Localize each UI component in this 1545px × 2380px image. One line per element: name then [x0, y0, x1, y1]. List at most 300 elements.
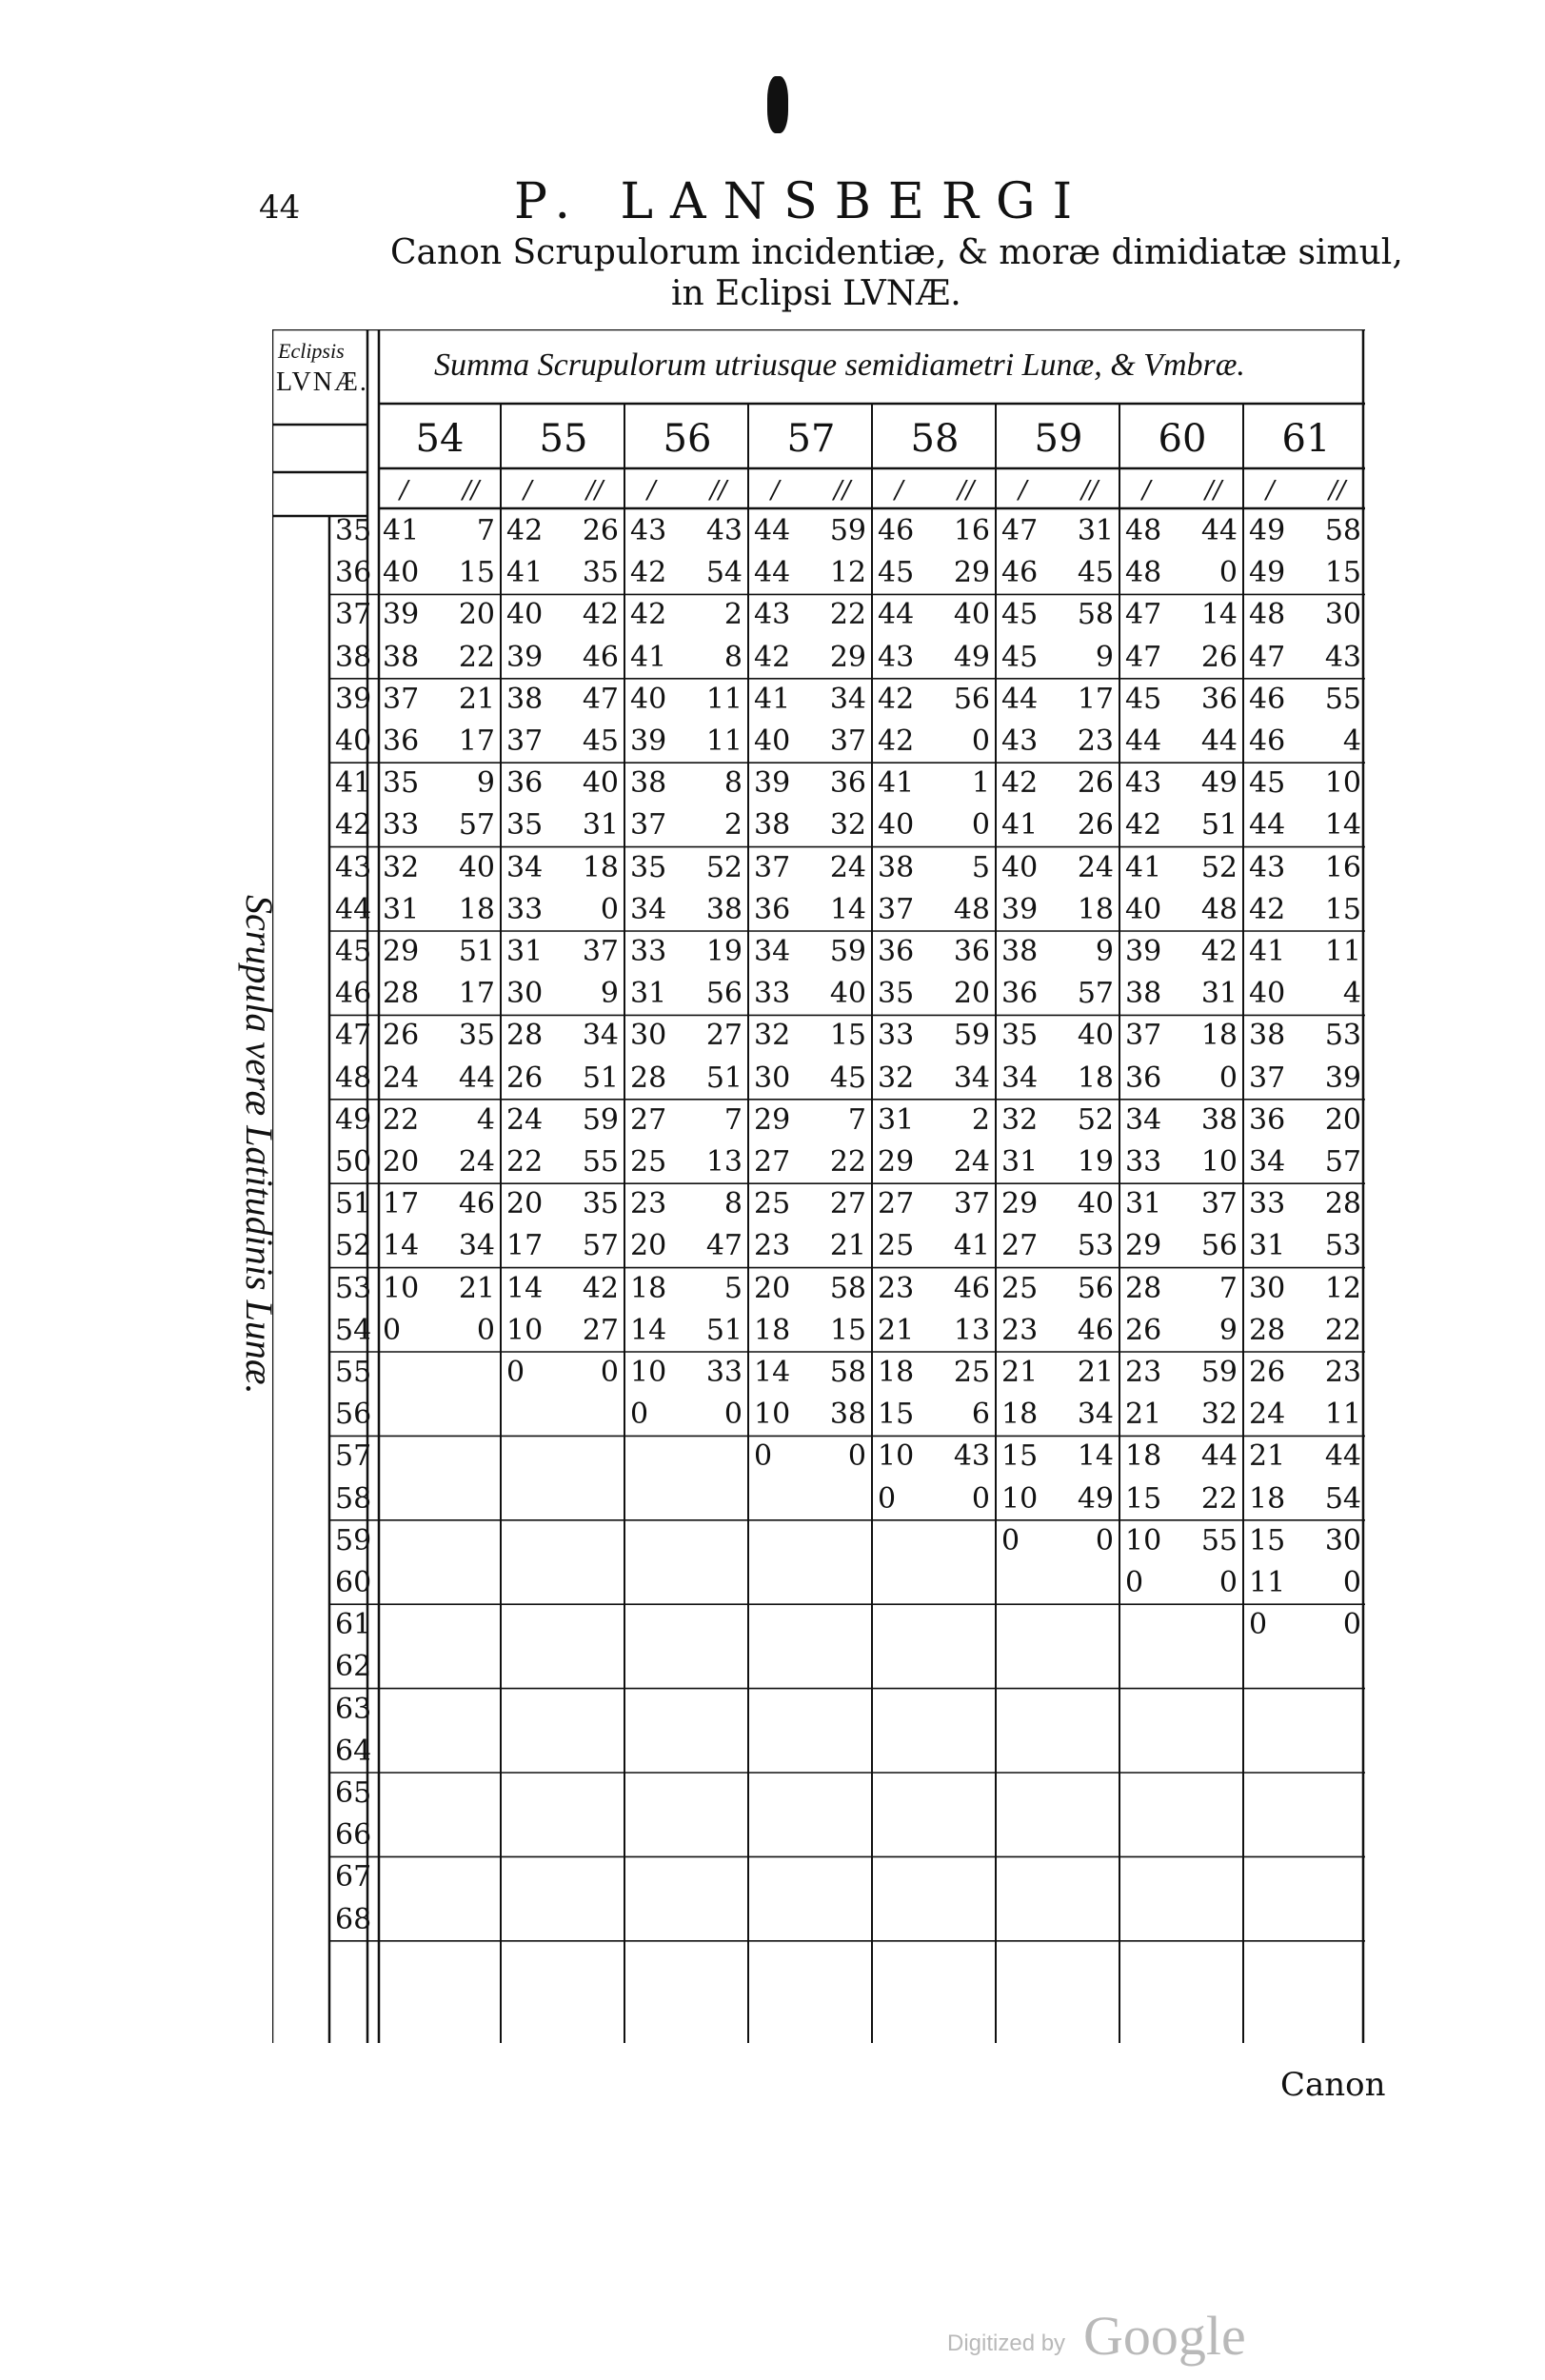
minutes-cell: 21 — [1001, 1356, 1039, 1389]
latitude-value: 66 — [335, 1818, 372, 1853]
ink-ornament — [767, 76, 788, 133]
seconds-cell: 9 — [600, 977, 619, 1011]
seconds-cell: 13 — [705, 1145, 743, 1179]
minutes-cell: 36 — [878, 935, 915, 968]
seconds-cell: 52 — [1200, 850, 1238, 884]
seconds-cell: 36 — [1200, 682, 1238, 716]
seconds-cell: 34 — [829, 682, 866, 716]
seconds-cell: 0 — [847, 1439, 866, 1474]
seconds-cell: 30 — [1324, 1523, 1361, 1557]
minutes-cell: 10 — [506, 1313, 544, 1347]
minutes-cell: 42 — [878, 724, 915, 758]
minutes-cell: 44 — [754, 556, 791, 590]
minutes-cell: 28 — [1249, 1313, 1286, 1347]
minutes-cell: 34 — [630, 892, 667, 926]
minutes-cell: 32 — [1001, 1102, 1039, 1137]
minutes-cell: 27 — [630, 1102, 667, 1137]
second-mark: // — [834, 476, 851, 505]
minutes-cell: 38 — [878, 850, 915, 884]
minutes-cell: 41 — [383, 514, 420, 547]
minutes-cell: 45 — [1125, 682, 1162, 716]
seconds-cell: 35 — [458, 1019, 495, 1053]
seconds-cell: 0 — [1218, 1061, 1238, 1095]
seconds-cell: 7 — [723, 1102, 743, 1137]
seconds-cell: 56 — [1200, 1229, 1238, 1263]
seconds-cell: 21 — [1077, 1356, 1114, 1389]
minutes-cell: 28 — [630, 1061, 667, 1095]
minutes-cell: 37 — [630, 808, 667, 843]
minutes-cell: 25 — [754, 1187, 791, 1221]
seconds-cell: 21 — [829, 1229, 866, 1263]
minute-mark: / — [1019, 476, 1027, 505]
seconds-cell: 16 — [1324, 850, 1361, 884]
minutes-cell: 36 — [1249, 1102, 1286, 1137]
seconds-cell: 44 — [1200, 724, 1238, 758]
column-header-56: 56 — [663, 417, 712, 461]
minutes-cell: 41 — [878, 766, 915, 801]
minutes-cell: 15 — [1249, 1523, 1286, 1557]
seconds-cell: 53 — [1324, 1019, 1361, 1053]
latitude-value: 51 — [335, 1187, 372, 1221]
latitude-value: 36 — [335, 556, 372, 590]
latitude-value: 55 — [335, 1356, 372, 1389]
minutes-cell: 20 — [383, 1145, 420, 1179]
minutes-cell: 39 — [1125, 935, 1162, 968]
minutes-cell: 32 — [878, 1061, 915, 1095]
minutes-cell: 45 — [1249, 766, 1286, 801]
minutes-cell: 41 — [754, 682, 791, 716]
seconds-cell: 56 — [1077, 1271, 1114, 1305]
seconds-cell: 55 — [582, 1145, 619, 1179]
minutes-cell: 23 — [878, 1271, 915, 1305]
minutes-cell: 0 — [754, 1439, 773, 1474]
minutes-cell: 37 — [506, 724, 544, 758]
latitude-value: 60 — [335, 1566, 372, 1599]
minutes-cell: 40 — [383, 556, 420, 590]
seconds-cell: 54 — [1324, 1481, 1361, 1516]
seconds-cell: 37 — [582, 935, 619, 968]
seconds-cell: 51 — [705, 1313, 743, 1347]
seconds-cell: 32 — [829, 808, 866, 843]
seconds-cell: 11 — [705, 682, 743, 716]
seconds-cell: 26 — [582, 514, 619, 547]
seconds-cell: 58 — [829, 1271, 866, 1305]
minutes-cell: 43 — [1249, 850, 1286, 884]
seconds-cell: 44 — [458, 1061, 495, 1095]
minutes-cell: 33 — [1125, 1145, 1162, 1179]
seconds-cell: 35 — [582, 556, 619, 590]
minutes-cell: 0 — [383, 1313, 402, 1347]
seconds-cell: 0 — [1095, 1523, 1114, 1557]
latitude-value: 35 — [335, 514, 372, 547]
minutes-cell: 41 — [1001, 808, 1039, 843]
seconds-cell: 31 — [1200, 977, 1238, 1011]
minutes-cell: 35 — [506, 808, 544, 843]
seconds-cell: 46 — [582, 640, 619, 674]
minutes-cell: 37 — [754, 850, 791, 884]
seconds-cell: 20 — [1324, 1102, 1361, 1137]
minutes-cell: 18 — [630, 1271, 667, 1305]
seconds-cell: 47 — [705, 1229, 743, 1263]
seconds-cell: 0 — [971, 724, 990, 758]
minutes-cell: 49 — [1249, 556, 1286, 590]
seconds-cell: 4 — [476, 1102, 495, 1137]
minutes-cell: 29 — [1125, 1229, 1162, 1263]
seconds-cell: 59 — [829, 935, 866, 968]
seconds-cell: 29 — [953, 556, 990, 590]
seconds-cell: 55 — [1200, 1523, 1238, 1557]
minutes-cell: 47 — [1125, 598, 1162, 632]
latitude-value: 37 — [335, 598, 372, 632]
seconds-cell: 40 — [953, 598, 990, 632]
minutes-cell: 39 — [383, 598, 420, 632]
seconds-cell: 15 — [829, 1019, 866, 1053]
minutes-cell: 37 — [878, 892, 915, 926]
minute-mark: / — [895, 476, 903, 505]
minute-mark: / — [524, 476, 532, 505]
seconds-cell: 2 — [723, 598, 743, 632]
seconds-cell: 25 — [953, 1356, 990, 1389]
minutes-cell: 45 — [1001, 598, 1039, 632]
seconds-cell: 35 — [582, 1187, 619, 1221]
seconds-cell: 42 — [582, 598, 619, 632]
minutes-cell: 49 — [1249, 514, 1286, 547]
minutes-cell: 20 — [506, 1187, 544, 1221]
minutes-cell: 44 — [1125, 724, 1162, 758]
seconds-cell: 31 — [582, 808, 619, 843]
seconds-cell: 18 — [1200, 1019, 1238, 1053]
seconds-cell: 52 — [1077, 1102, 1114, 1137]
minutes-cell: 40 — [630, 682, 667, 716]
minutes-cell: 14 — [383, 1229, 420, 1263]
minutes-cell: 40 — [1125, 892, 1162, 926]
minutes-cell: 46 — [1249, 724, 1286, 758]
minutes-cell: 42 — [630, 556, 667, 590]
seconds-cell: 40 — [458, 850, 495, 884]
minutes-cell: 10 — [383, 1271, 420, 1305]
minutes-cell: 26 — [1125, 1313, 1162, 1347]
seconds-cell: 7 — [476, 514, 495, 547]
seconds-cell: 2 — [723, 808, 743, 843]
seconds-cell: 24 — [1077, 850, 1114, 884]
seconds-cell: 46 — [953, 1271, 990, 1305]
seconds-cell: 43 — [705, 514, 743, 547]
catchword: Canon — [1280, 2066, 1386, 2104]
seconds-cell: 9 — [1095, 640, 1114, 674]
seconds-cell: 17 — [458, 724, 495, 758]
minute-mark: / — [1266, 476, 1275, 505]
seconds-cell: 0 — [600, 1356, 619, 1389]
seconds-cell: 57 — [1077, 977, 1114, 1011]
minutes-cell: 39 — [1001, 892, 1039, 926]
seconds-cell: 53 — [1324, 1229, 1361, 1263]
seconds-cell: 27 — [582, 1313, 619, 1347]
minutes-cell: 47 — [1001, 514, 1039, 547]
summa-heading: Summa Scrupulorum utriusque semidiametri Lunæ, & Vmbræ. — [434, 347, 1245, 383]
minutes-cell: 33 — [506, 892, 544, 926]
minutes-cell: 38 — [1001, 935, 1039, 968]
seconds-cell: 59 — [1200, 1356, 1238, 1389]
eclipsis-heading: Eclipsis — [278, 339, 345, 363]
seconds-cell: 18 — [458, 892, 495, 926]
minutes-cell: 30 — [506, 977, 544, 1011]
minutes-cell: 20 — [754, 1271, 791, 1305]
minutes-cell: 35 — [383, 766, 420, 801]
minutes-cell: 27 — [1001, 1229, 1039, 1263]
minutes-cell: 43 — [630, 514, 667, 547]
minutes-cell: 42 — [754, 640, 791, 674]
seconds-cell: 59 — [953, 1019, 990, 1053]
seconds-cell: 57 — [582, 1229, 619, 1263]
minutes-cell: 38 — [754, 808, 791, 843]
seconds-cell: 38 — [829, 1398, 866, 1432]
minutes-cell: 31 — [630, 977, 667, 1011]
seconds-cell: 45 — [829, 1061, 866, 1095]
minutes-cell: 31 — [1001, 1145, 1039, 1179]
seconds-cell: 22 — [458, 640, 495, 674]
minutes-cell: 43 — [754, 598, 791, 632]
latitude-value: 59 — [335, 1523, 372, 1557]
seconds-cell: 39 — [1324, 1061, 1361, 1095]
minutes-cell: 44 — [878, 598, 915, 632]
seconds-cell: 4 — [1342, 977, 1361, 1011]
minutes-cell: 18 — [1125, 1439, 1162, 1474]
minutes-cell: 46 — [878, 514, 915, 547]
latitude-value: 44 — [335, 892, 372, 926]
minutes-cell: 29 — [383, 935, 420, 968]
minutes-cell: 36 — [1125, 1061, 1162, 1095]
seconds-cell: 30 — [1324, 598, 1361, 632]
minute-mark: / — [771, 476, 780, 505]
latitude-value: 38 — [335, 640, 372, 674]
seconds-cell: 51 — [705, 1061, 743, 1095]
seconds-cell: 10 — [1200, 1145, 1238, 1179]
seconds-cell: 20 — [953, 977, 990, 1011]
seconds-cell: 37 — [953, 1187, 990, 1221]
minutes-cell: 37 — [1249, 1061, 1286, 1095]
seconds-cell: 18 — [1077, 1061, 1114, 1095]
minute-mark: / — [1142, 476, 1151, 505]
seconds-cell: 8 — [723, 640, 743, 674]
column-header-58: 58 — [910, 417, 960, 461]
minutes-cell: 24 — [506, 1102, 544, 1137]
seconds-cell: 17 — [1077, 682, 1114, 716]
minute-mark: / — [647, 476, 656, 505]
seconds-cell: 12 — [829, 556, 866, 590]
column-header-60: 60 — [1158, 417, 1207, 461]
latitude-value: 52 — [335, 1229, 372, 1263]
minutes-cell: 38 — [1125, 977, 1162, 1011]
seconds-cell: 9 — [1218, 1313, 1238, 1347]
minutes-cell: 48 — [1125, 556, 1162, 590]
seconds-cell: 0 — [1342, 1566, 1361, 1599]
minutes-cell: 14 — [506, 1271, 544, 1305]
minutes-cell: 26 — [1249, 1356, 1286, 1389]
seconds-cell: 54 — [705, 556, 743, 590]
seconds-cell: 37 — [829, 724, 866, 758]
seconds-cell: 57 — [458, 808, 495, 843]
latitude-value: 54 — [335, 1313, 372, 1347]
seconds-cell: 26 — [1077, 808, 1114, 843]
seconds-cell: 40 — [1077, 1187, 1114, 1221]
seconds-cell: 29 — [829, 640, 866, 674]
minutes-cell: 33 — [630, 935, 667, 968]
seconds-cell: 31 — [1077, 514, 1114, 547]
seconds-cell: 43 — [1324, 640, 1361, 674]
minutes-cell: 46 — [1249, 682, 1286, 716]
minutes-cell: 42 — [630, 598, 667, 632]
minutes-cell: 25 — [630, 1145, 667, 1179]
seconds-cell: 24 — [458, 1145, 495, 1179]
minutes-cell: 33 — [383, 808, 420, 843]
minutes-cell: 32 — [754, 1019, 791, 1053]
minutes-cell: 22 — [506, 1145, 544, 1179]
minutes-cell: 42 — [1001, 766, 1039, 801]
minutes-cell: 34 — [1249, 1145, 1286, 1179]
minutes-cell: 41 — [506, 556, 544, 590]
minutes-cell: 42 — [1249, 892, 1286, 926]
minutes-cell: 23 — [754, 1229, 791, 1263]
latitude-value: 41 — [335, 766, 372, 801]
seconds-cell: 27 — [705, 1019, 743, 1053]
seconds-cell: 15 — [458, 556, 495, 590]
minutes-cell: 34 — [1125, 1102, 1162, 1137]
seconds-cell: 58 — [1077, 598, 1114, 632]
minutes-cell: 18 — [1249, 1481, 1286, 1516]
minutes-cell: 43 — [878, 640, 915, 674]
minutes-cell: 38 — [383, 640, 420, 674]
seconds-cell: 14 — [1200, 598, 1238, 632]
minutes-cell: 29 — [754, 1102, 791, 1137]
seconds-cell: 17 — [458, 977, 495, 1011]
minutes-cell: 36 — [506, 766, 544, 801]
seconds-cell: 10 — [1324, 766, 1361, 801]
seconds-cell: 16 — [953, 514, 990, 547]
seconds-cell: 33 — [705, 1356, 743, 1389]
seconds-cell: 41 — [953, 1229, 990, 1263]
seconds-cell: 9 — [1095, 935, 1114, 968]
minutes-cell: 33 — [1249, 1187, 1286, 1221]
seconds-cell: 36 — [953, 935, 990, 968]
seconds-cell: 13 — [953, 1313, 990, 1347]
minutes-cell: 43 — [1125, 766, 1162, 801]
column-header-57: 57 — [786, 417, 836, 461]
page-number: 44 — [259, 188, 301, 227]
minutes-cell: 31 — [1249, 1229, 1286, 1263]
seconds-cell: 0 — [1218, 556, 1238, 590]
minutes-cell: 0 — [878, 1481, 897, 1516]
minutes-cell: 43 — [1001, 724, 1039, 758]
minutes-cell: 10 — [1125, 1523, 1162, 1557]
minutes-cell: 44 — [1249, 808, 1286, 843]
seconds-cell: 48 — [1200, 892, 1238, 926]
seconds-cell: 46 — [458, 1187, 495, 1221]
seconds-cell: 0 — [476, 1313, 495, 1347]
seconds-cell: 34 — [582, 1019, 619, 1053]
seconds-cell: 44 — [1200, 514, 1238, 547]
side-label: Scrupula veræ Latitudinis Lunæ. — [238, 895, 281, 1395]
minutes-cell: 28 — [506, 1019, 544, 1053]
seconds-cell: 0 — [1342, 1608, 1361, 1642]
seconds-cell: 5 — [723, 1271, 743, 1305]
minutes-cell: 37 — [1125, 1019, 1162, 1053]
seconds-cell: 57 — [1324, 1145, 1361, 1179]
seconds-cell: 26 — [1077, 766, 1114, 801]
seconds-cell: 49 — [953, 640, 990, 674]
seconds-cell: 40 — [829, 977, 866, 1011]
minutes-cell: 30 — [1249, 1271, 1286, 1305]
seconds-cell: 1 — [971, 766, 990, 801]
seconds-cell: 51 — [1200, 808, 1238, 843]
seconds-cell: 19 — [1077, 1145, 1114, 1179]
second-mark: // — [463, 476, 480, 505]
minutes-cell: 35 — [630, 850, 667, 884]
minutes-cell: 30 — [754, 1061, 791, 1095]
minutes-cell: 17 — [383, 1187, 420, 1221]
minutes-cell: 15 — [1001, 1439, 1039, 1474]
seconds-cell: 7 — [847, 1102, 866, 1137]
minutes-cell: 31 — [1125, 1187, 1162, 1221]
seconds-cell: 11 — [1324, 1398, 1361, 1432]
seconds-cell: 43 — [953, 1439, 990, 1474]
seconds-cell: 11 — [705, 724, 743, 758]
minutes-cell: 36 — [1001, 977, 1039, 1011]
second-mark: // — [586, 476, 604, 505]
minutes-cell: 48 — [1249, 598, 1286, 632]
digitized-label: Digitized by — [947, 2330, 1066, 2356]
latitude-value: 62 — [335, 1650, 372, 1684]
minute-mark: / — [400, 476, 408, 505]
seconds-cell: 58 — [829, 1356, 866, 1389]
seconds-cell: 49 — [1077, 1481, 1114, 1516]
minutes-cell: 26 — [506, 1061, 544, 1095]
seconds-cell: 49 — [1200, 766, 1238, 801]
minutes-cell: 23 — [630, 1187, 667, 1221]
seconds-cell: 40 — [1077, 1019, 1114, 1053]
column-header-61: 61 — [1281, 417, 1331, 461]
seconds-cell: 47 — [582, 682, 619, 716]
seconds-cell: 0 — [1218, 1566, 1238, 1599]
minutes-cell: 30 — [630, 1019, 667, 1053]
minutes-cell: 24 — [383, 1061, 420, 1095]
seconds-cell: 9 — [476, 766, 495, 801]
seconds-cell: 55 — [1324, 682, 1361, 716]
minutes-cell: 11 — [1249, 1566, 1286, 1599]
minutes-cell: 48 — [1125, 514, 1162, 547]
seconds-cell: 40 — [582, 766, 619, 801]
seconds-cell: 44 — [1324, 1439, 1361, 1474]
minutes-cell: 14 — [754, 1356, 791, 1389]
minutes-cell: 20 — [630, 1229, 667, 1263]
minutes-cell: 36 — [383, 724, 420, 758]
minutes-cell: 24 — [1249, 1398, 1286, 1432]
seconds-cell: 38 — [705, 892, 743, 926]
minutes-cell: 10 — [878, 1439, 915, 1474]
seconds-cell: 42 — [1200, 935, 1238, 968]
seconds-cell: 26 — [1200, 640, 1238, 674]
minutes-cell: 28 — [383, 977, 420, 1011]
minutes-cell: 40 — [878, 808, 915, 843]
seconds-cell: 21 — [458, 1271, 495, 1305]
seconds-cell: 20 — [458, 598, 495, 632]
minutes-cell: 31 — [506, 935, 544, 968]
minutes-cell: 33 — [754, 977, 791, 1011]
seconds-cell: 38 — [1200, 1102, 1238, 1137]
minutes-cell: 39 — [754, 766, 791, 801]
minutes-cell: 21 — [878, 1313, 915, 1347]
running-head: P. LANSBERGI — [514, 173, 1090, 230]
lunae-heading: LVNÆ. — [276, 367, 368, 397]
